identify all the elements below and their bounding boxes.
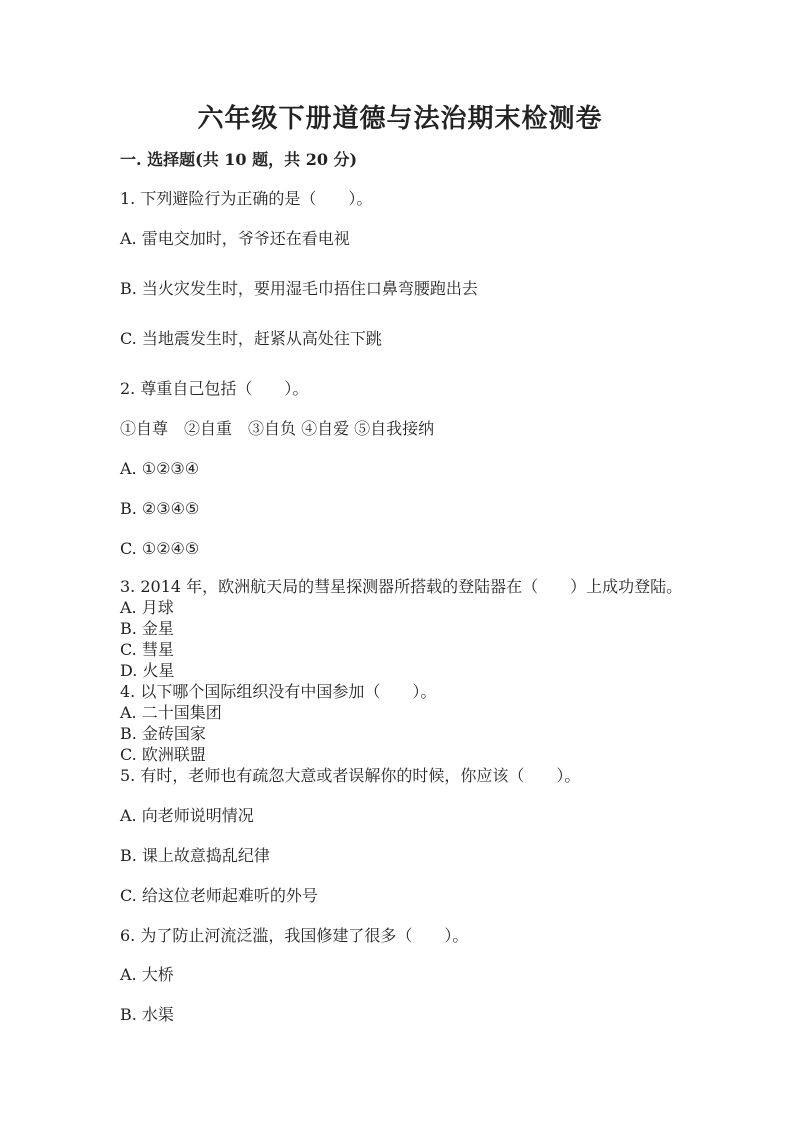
question-4-stem: 4. 以下哪个国际组织没有中国参加（ ）。: [120, 682, 437, 701]
question-4-option-a: A. 二十国集团: [120, 703, 222, 722]
question-3-option-d: D. 火星: [120, 661, 175, 680]
question-1-option-a: A. 雷电交加时，爷爷还在看电视: [120, 229, 350, 248]
question-2-option-a: A. ①②③④: [120, 459, 200, 478]
question-1-option-c: C. 当地震发生时，赶紧从高处往下跳: [120, 329, 382, 348]
question-5-option-c: C. 给这位老师起难听的外号: [120, 886, 318, 905]
question-2-note: ①自尊 ②自重 ③自负 ④自爱 ⑤自我接纳: [120, 419, 435, 438]
question-3-stem: 3. 2014 年，欧洲航天局的彗星探测器所搭载的登陆器在（ ）上成功登陆。: [120, 577, 683, 596]
question-4-option-b: B. 金砖国家: [120, 724, 206, 743]
question-2-option-b: B. ②③④⑤: [120, 499, 200, 518]
question-6-option-b: B. 水渠: [120, 1005, 174, 1024]
section-heading: 一. 选择题(共 10 题，共 20 分): [120, 150, 358, 169]
question-4-option-c: C. 欧洲联盟: [120, 745, 206, 764]
question-5-option-a: A. 向老师说明情况: [120, 806, 254, 825]
question-3-option-b: B. 金星: [120, 619, 174, 638]
question-5-stem: 5. 有时，老师也有疏忽大意或者误解你的时候，你应该（ ）。: [120, 766, 581, 785]
question-5-option-b: B. 课上故意捣乱纪律: [120, 846, 270, 865]
exam-title: 六年级下册道德与法治期末检测卷: [197, 104, 603, 134]
question-1-option-b: B. 当火灾发生时，要用湿毛巾捂住口鼻弯腰跑出去: [120, 279, 478, 298]
question-2-stem: 2. 尊重自己包括（ ）。: [120, 379, 309, 398]
question-3-option-a: A. 月球: [120, 598, 174, 617]
question-6-stem: 6. 为了防止河流泛滥，我国修建了很多（ ）。: [120, 926, 469, 945]
question-3-option-c: C. 彗星: [120, 640, 174, 659]
question-1-stem: 1. 下列避险行为正确的是（ ）。: [120, 189, 373, 208]
question-2-option-c: C. ①②④⑤: [120, 539, 200, 558]
question-6-option-a: A. 大桥: [120, 965, 174, 984]
